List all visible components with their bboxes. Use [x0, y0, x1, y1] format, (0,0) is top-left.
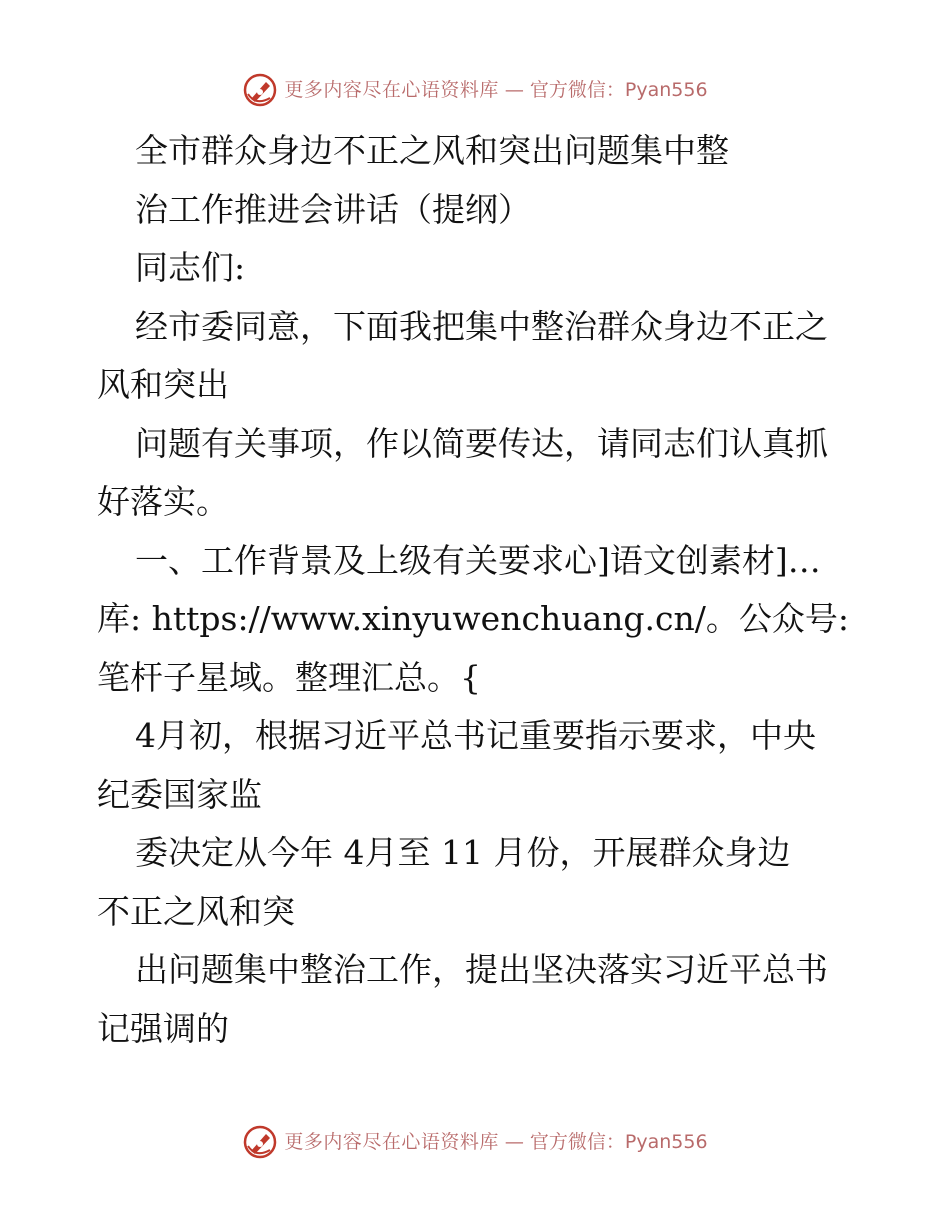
paragraph-line: 出问题集中整治工作，提出坚决落实习近平总书 — [135, 950, 828, 989]
paragraph-line: 记强调的 — [97, 1008, 229, 1048]
paragraph-line: 委决定从今年 4月至 11 月份，开展群众身边 — [135, 833, 791, 872]
paragraph-line: 笔杆子星域。整理汇总。{ — [97, 657, 481, 697]
watermark-wechat: 官方微信：Pyan556 — [529, 79, 708, 101]
title-line-2: 治工作推进会讲话（提纲） — [135, 189, 531, 229]
paragraph-line: 4月初，根据习近平总书记重要指示要求，中央 — [135, 716, 816, 755]
watermark-separator: — — [504, 1131, 524, 1153]
section-heading-line: 一、工作背景及上级有关要求心]语文创素材]… — [135, 540, 821, 580]
watermark-footer — [0, 1124, 950, 1160]
pen-logo-icon — [242, 72, 278, 108]
watermark-header — [0, 72, 950, 108]
watermark-wechat: 官方微信：Pyan556 — [529, 1131, 708, 1153]
watermark-separator: — — [504, 79, 524, 101]
salutation: 同志们: — [135, 248, 246, 287]
paragraph-line: 纪委国家监 — [97, 774, 262, 814]
paragraph-line: 经市委同意，下面我把集中整治群众身边不正之 — [135, 306, 828, 346]
document-body — [97, 122, 857, 1058]
paragraph-line: 问题有关事项，作以简要传达，请同志们认真抓 — [135, 423, 828, 463]
title-line-1: 全市群众身边不正之风和突出问题集中整 — [135, 131, 729, 170]
paragraph-line: 风和突出 — [97, 365, 229, 404]
paragraph-line: 好落实。 — [97, 482, 229, 521]
paragraph-line: 不正之风和突 — [97, 891, 295, 931]
watermark-brand: 更多内容尽在心语资料库 — [284, 1131, 499, 1153]
paragraph-line: 库: https://www.xinyuwenchuang.cn/。公众号: — [97, 599, 849, 638]
pen-logo-icon — [242, 1124, 278, 1160]
watermark-brand: 更多内容尽在心语资料库 — [284, 79, 499, 101]
